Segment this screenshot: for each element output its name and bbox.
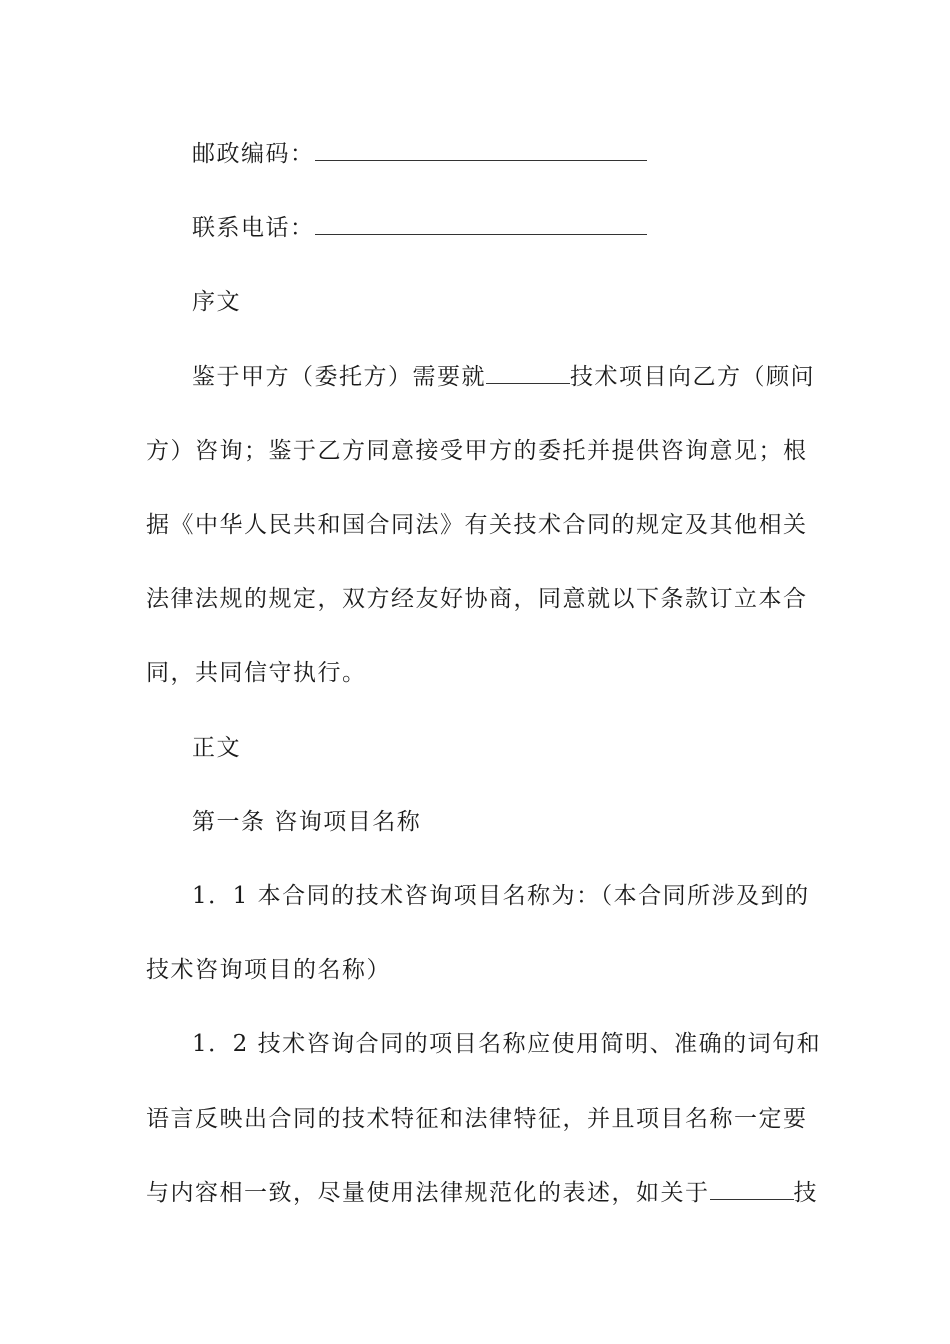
clause-1-2-line-1: 1．2 技术咨询合同的项目名称应使用简明、准确的词句和 (192, 1031, 822, 1057)
phone-field (192, 212, 812, 244)
clause-1-1-line-2: 技术咨询项目的名称） (146, 957, 391, 983)
article-1-title: 第一条 咨询项目名称 (192, 809, 422, 835)
preamble-text-1a: 鉴于甲方（委托方）需要就 (192, 364, 486, 390)
clause-1-1-line-1: 1．1 本合同的技术咨询项目名称为：（本合同所涉及到的 (192, 883, 810, 909)
body-heading: 正文 (192, 735, 241, 761)
postal-code-blank (315, 140, 647, 161)
preamble-text-1b: 技术项目向乙方（顾问 (570, 364, 815, 390)
preamble-line-4: 法律法规的规定，双方经友好协商，同意就以下条款订立本合 (146, 586, 808, 612)
preamble-heading: 序文 (192, 289, 241, 315)
preamble-line-2: 方）咨询；鉴于乙方同意接受甲方的委托并提供咨询意见；根 (146, 438, 808, 464)
clause-1-2-line-3 (146, 1177, 816, 1209)
postal-code-field (192, 138, 812, 170)
preamble-line-5: 同，共同信守执行。 (146, 660, 367, 686)
phone-blank (315, 214, 647, 235)
clause-1-2-text-3a: 与内容相一致，尽量使用法律规范化的表述，如关于 (146, 1180, 710, 1206)
project-name-blank (486, 363, 570, 384)
clause-1-2-blank (710, 1179, 794, 1200)
phone-label: 联系电话： (192, 215, 315, 241)
clause-1-2-line-2: 语言反映出合同的技术特征和法律特征，并且项目名称一定要 (146, 1106, 808, 1132)
preamble-line-1 (192, 361, 815, 393)
postal-code-label: 邮政编码： (192, 141, 315, 167)
clause-1-2-text-3b: 技 (793, 1180, 818, 1206)
preamble-line-3: 据《中华人民共和国合同法》有关技术合同的规定及其他相关 (146, 512, 808, 538)
